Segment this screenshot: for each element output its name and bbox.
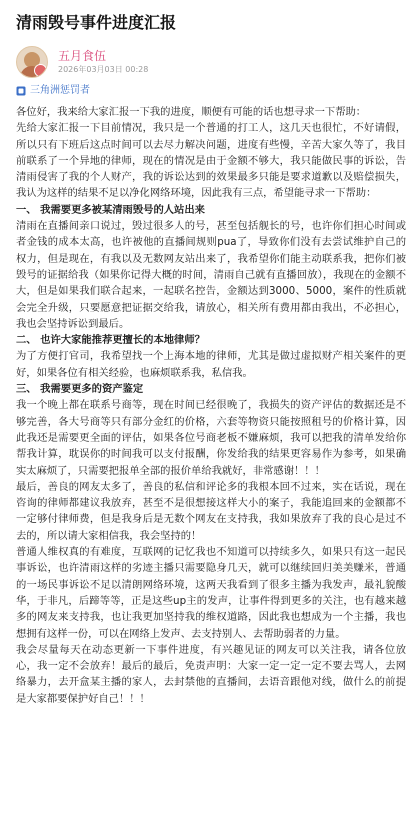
avatar[interactable] bbox=[16, 46, 48, 78]
author-meta bbox=[58, 49, 148, 76]
section-name: 三角洲惩罚者 bbox=[30, 85, 90, 96]
paragraph: 我会尽量每天在动态更新一下事件进度，有兴趣见证的网友可以关注我，请各位放心，我一定不会放弃！最后的最后，免责声明：大家一定一定一定不要去骂人，去网络暴力，去开盒某主播的家人，去封禁他的直播间，去语音跟他对线，做什么的前提是大家都要保护好自己！！！ bbox=[16, 643, 406, 705]
section-heading: 二、 也许大家能推荐更擅长的本地律师？ bbox=[16, 334, 205, 347]
paragraph: 最后，善良的网友太多了，善良的私信和评论多的我根本回不过来，实在话说，现在咨询的律师都建议我放弃，甚至不是很想接这样大小的案子，我能追回来的金额都不一定够付律师费，但是我身后是无数个网友在支持我，我如果放弃了我的良心是过不去的，所以请大家相信我，我会坚持的！ bbox=[16, 480, 406, 542]
paragraph: 我一个晚上都在联系号商等，现在时间已经很晚了，我损失的资产评估的数据还是不够完善，各大号商等只有部分金红的价格，六套等物资只能按照租号的价格计算，因此我还是需要更全面的评估，如果各位号商老板不嫌麻烦，我可以把我的清单发给你帮我计算，耽误你的时间我可以支付报酬，你发给我的结果更容易作为参考，如果确实太麻烦了，只需要把报单全部的报价单给我就好，非常感谢！！！ bbox=[16, 399, 406, 477]
paragraph: 先给大家汇报一下目前情况，我只是一个普通的打工人，这几天也很忙，不好请假，所以只有下班后这点时间可以去尽力解决问题，进度有些慢，辛苦大家久等了，我目前联系了一个异地的律师，现在的情况是由于金额不够大，我只能做民事的诉讼，告清雨侵害了我的个人财产，我的诉讼达到的效果最多只能是要求道歉以及赔偿损失，我认为这样的结果不足以净化网络环境，因此我有三点，希望能寻求一下帮助： bbox=[16, 122, 406, 200]
section-heading: 三、 我需要更多的资产鉴定 bbox=[16, 383, 144, 396]
article-title: 清雨毁号事件进度汇报 bbox=[16, 13, 177, 32]
author-name[interactable]: 五月食伍 bbox=[58, 48, 107, 63]
badge-icon bbox=[34, 64, 47, 77]
publish-date: 2026年03月03日 00:28 bbox=[58, 64, 149, 74]
section-link[interactable] bbox=[16, 84, 406, 98]
section-heading: 一、 我需要更多被某清雨毁号的人站出来 bbox=[16, 203, 205, 216]
paragraph: 普通人维权真的有难度，互联网的记忆我也不知道可以持续多久，如果只有这一起民事诉讼，也许清雨这样的劣迹主播只需要隐身几天，就可以继续回归美美赚米，普通的一场民事诉讼不足以清朗网络环境，这两天我看到了很多主播为我发声，最礼貌酸华，于非凡，后蹄等等，正是这些up主的发声，让事件得到更多的关注，也有越来越多的网友来支持我，也让我更加坚持我的维权道路，因此我也想成为一个主播，我也想拥有这样一份，可以在网络上发声、去支持别人、去帮助弱者的力量。 bbox=[16, 546, 406, 640]
tag-icon bbox=[16, 86, 26, 96]
paragraph: 为了方便打官司，我希望找一个上海本地的律师，尤其是做过虚拟财产相关案件的更好，如果各位有相关经验，也麻烦联系我，私信我。 bbox=[16, 350, 406, 379]
paragraph: 各位好，我来给大家汇报一下我的进度，顺便有可能的话也想寻求一下帮助： bbox=[16, 106, 367, 118]
author-row bbox=[16, 46, 406, 78]
paragraph: 清雨在直播间亲口说过，毁过很多人的号，甚至包括舰长的号，也许你们担心时间或者金钱的成本太高，也许被他的直播间规则pua了，导致你们没有去尝试维护自己的权力，但是现在，有我以及无数网友站出来了，我希望你们能主动联系我，把你们被毁号的证据给我（如果你记得大概的时间，清雨自己就有直播回放），我现在的金额不大，但是如果我们联合起来，一起联名控告，金额达到3000、5000，案件的性质就会完全升级，只要愿意把证据交给我，请放心，相关所有费用都由我出，不必担心，我也会坚持诉讼到最后。 bbox=[16, 220, 406, 330]
